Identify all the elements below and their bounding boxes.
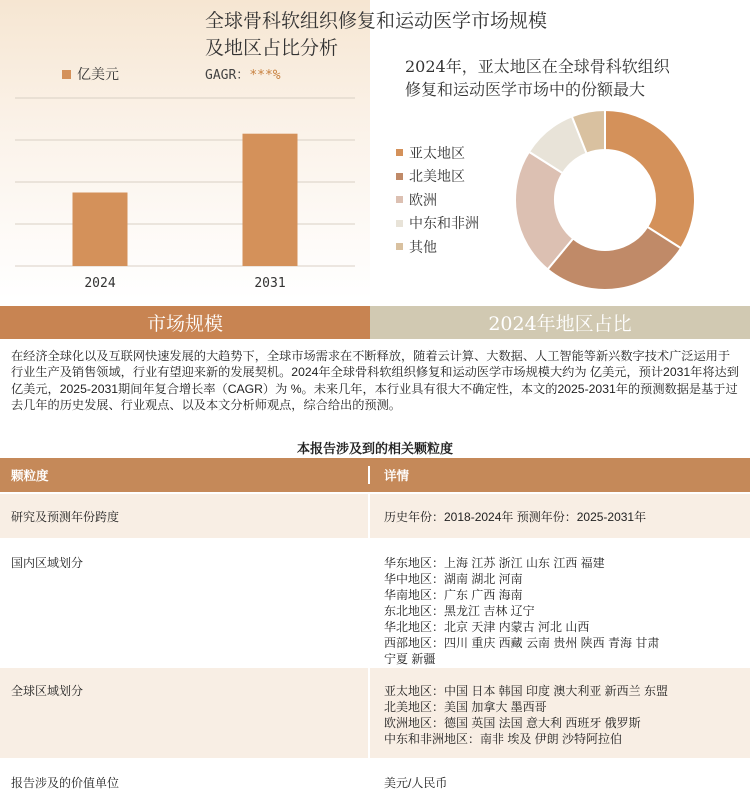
row-details <box>370 668 750 758</box>
table-row <box>0 494 750 538</box>
donut-legend-item <box>396 141 479 165</box>
bar-2024 <box>73 193 128 267</box>
bar-legend <box>62 64 119 84</box>
detail-line: 北美地区：美国 加拿大 墨西哥 <box>384 700 547 714</box>
granularity-table <box>0 458 750 794</box>
table-row <box>0 760 750 794</box>
detail-line: 历史年份：2018-2024年 预测年份：2025-2031年 <box>384 510 647 524</box>
table-header-details: 详情 <box>384 469 410 483</box>
region-share-donut-chart <box>505 100 705 300</box>
detail-line: 欧洲地区：德国 英国 法国 意大利 西班牙 俄罗斯 <box>384 716 641 730</box>
table-row <box>0 668 750 758</box>
row-details <box>370 540 750 666</box>
region-title-line-2: 修复和运动医学市场中的份额最大 <box>405 80 646 99</box>
bar-2031 <box>243 134 298 266</box>
detail-line: 宁夏 新疆 <box>384 652 436 666</box>
detail-line: 东北地区：黑龙江 吉林 辽宁 <box>384 604 535 618</box>
donut-legend-label: 亚太地区 <box>409 144 465 161</box>
x-tick-label: 2024 <box>84 276 116 291</box>
detail-line: 西部地区：四川 重庆 西藏 云南 贵州 陕西 青海 甘肃 <box>384 636 660 650</box>
table-header-row <box>0 458 750 492</box>
detail-line: 美元/人民币 <box>384 776 448 790</box>
legend-swatch <box>396 196 403 203</box>
region-title-line-1: 2024年，亚太地区在全球骨科软组织 <box>405 57 670 76</box>
detail-line: 亚太地区：中国 日本 韩国 印度 澳大利亚 新西兰 东盟 <box>384 684 669 698</box>
donut-legend-label: 北美地区 <box>409 168 465 185</box>
cagr-label <box>205 64 281 83</box>
donut-legend-item <box>396 235 479 259</box>
donut-legend-item <box>396 212 479 236</box>
legend-swatch <box>396 173 403 180</box>
table-header-granularity: 颗粒度 <box>0 466 370 484</box>
donut-legend-item <box>396 188 479 212</box>
row-details <box>370 494 750 538</box>
detail-line: 华南地区：广东 广西 海南 <box>384 588 523 602</box>
donut-legend-item <box>396 165 479 189</box>
detail-line: 华东地区：上海 江苏 浙江 山东 江西 福建 <box>384 556 605 570</box>
donut-legend-label: 欧洲 <box>409 191 437 208</box>
legend-swatch <box>396 220 403 227</box>
table-title: 本报告涉及到的相关颗粒度 <box>296 441 453 456</box>
row-label: 国内区域划分 <box>0 540 370 666</box>
donut-legend <box>396 141 479 259</box>
market-size-band: 市场规模 <box>0 306 370 339</box>
page-title <box>205 8 605 62</box>
donut-legend-label: 中东和非洲 <box>409 215 479 232</box>
legend-swatch <box>396 149 403 156</box>
row-label: 全球区域划分 <box>0 668 370 758</box>
row-label: 报告涉及的价值单位 <box>0 760 370 794</box>
legend-label: 亿美元 <box>77 66 119 82</box>
cagr-text: GAGR： <box>205 68 250 83</box>
row-label: 研究及预测年份跨度 <box>0 494 370 538</box>
table-body <box>0 492 750 794</box>
title-line-2: 及地区占比分析 <box>205 37 339 59</box>
intro-paragraph: 在经济全球化以及互联网快速发展的大趋势下，全球市场需求在不断释放，随着云计算、大数据、人工智能等新兴数字技术广泛运用于行业生产及销售领域，行业有望迎来新的发展契机。2024年全球骨科软组织修复和运动医学市场规模大约为 亿美元，预计2031年将达到 亿美元，2025-2031期间年复合增长率（CAGR）为 %。未来几年，本行业具有很大不确定性，本文的2025-2031年的预测数据是基于过去几年的历史发展、行业观点、以及本文分析师观点，综合给出的预测。 <box>11 349 739 413</box>
donut-legend-label: 其他 <box>409 238 437 255</box>
table-row <box>0 540 750 666</box>
x-tick-label: 2031 <box>254 276 286 291</box>
market-size-bar-chart <box>0 90 370 300</box>
detail-line: 中东和非洲地区：南非 埃及 伊朗 沙特阿拉伯 <box>384 732 623 746</box>
region-share-title <box>405 55 745 101</box>
detail-line: 华北地区：北京 天津 内蒙古 河北 山西 <box>384 620 590 634</box>
title-line-1: 全球骨科软组织修复和运动医学市场规模 <box>205 10 548 32</box>
region-share-band: 2024年地区占比 <box>370 306 750 339</box>
cagr-value: ***% <box>249 68 281 83</box>
legend-swatch <box>396 243 403 250</box>
detail-line: 华中地区：湖南 湖北 河南 <box>384 572 523 586</box>
legend-swatch <box>62 70 71 79</box>
row-details <box>370 760 750 794</box>
